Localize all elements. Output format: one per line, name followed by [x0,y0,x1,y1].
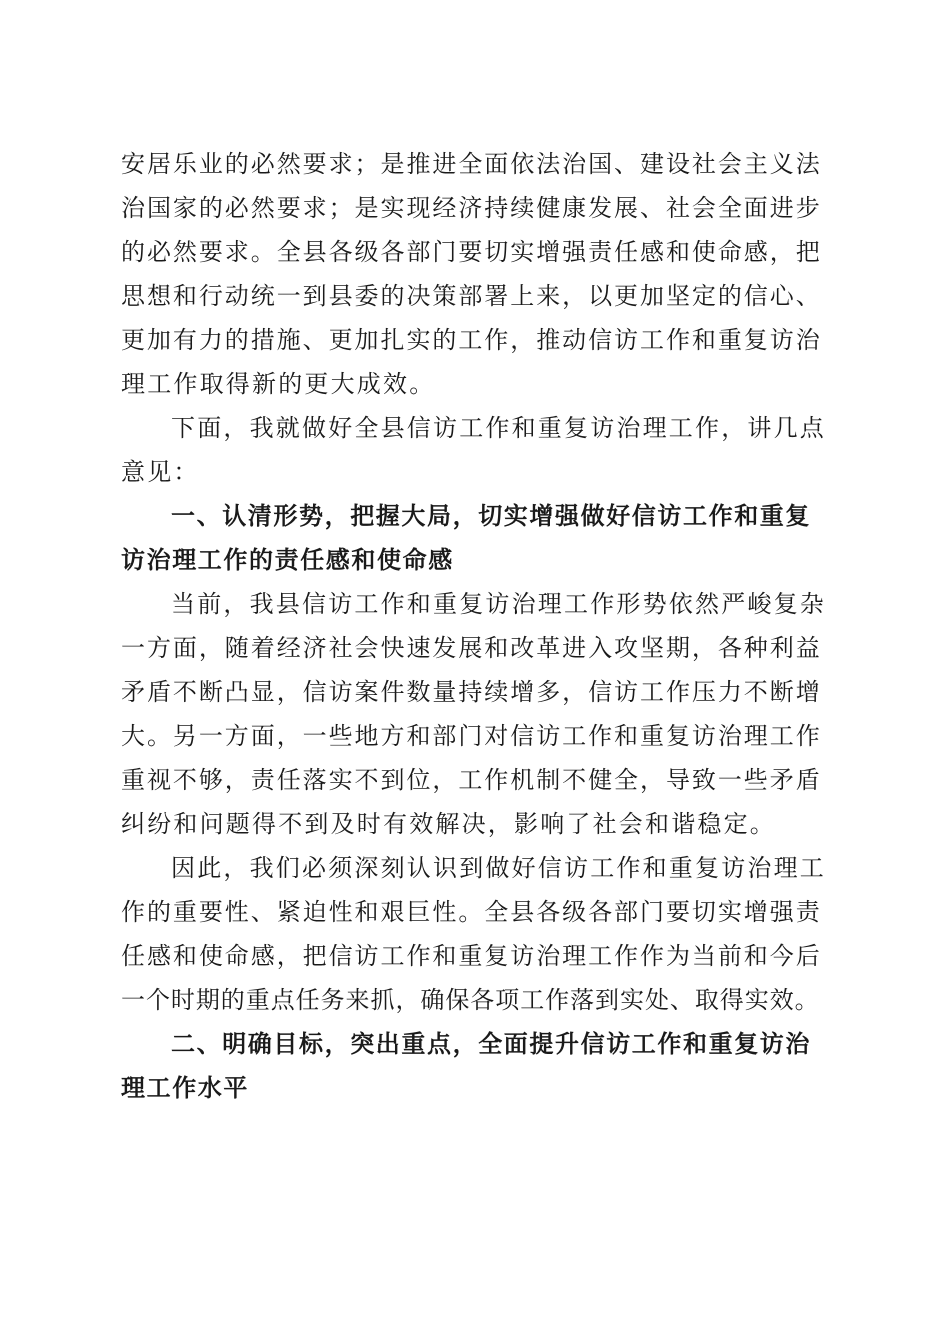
paragraph-continuation [121,142,826,406]
text-line: 重视不够，责任落实不到位，工作机制不健全，导致一些矛盾 [121,766,822,794]
heading-line: 一、认清形势，把握大局，切实增强做好信访工作和重复 [171,502,811,530]
text-line: 意见： [121,458,200,486]
text-line: 思想和行动统一到县委的决策部署上来，以更加坚定的信心、 [121,282,822,310]
heading-line: 理工作水平 [121,1074,249,1102]
text-line: 一方面，随着经济社会快速发展和改革进入攻坚期，各种利益 [121,634,822,662]
text-line: 因此，我们必须深刻认识到做好信访工作和重复访治理工 [171,854,826,882]
section-heading-one [121,494,826,582]
text-line: 下面，我就做好全县信访工作和重复访治理工作，讲几点 [171,414,826,442]
text-line: 大。另一方面，一些地方和部门对信访工作和重复访治理工作 [121,722,822,750]
paragraph-intro [121,406,826,494]
text-line: 的必然要求。全县各级各部门要切实增强责任感和使命感，把 [121,238,822,266]
text-line: 理工作取得新的更大成效。 [121,370,436,398]
text-line: 作的重要性、紧迫性和艰巨性。全县各级各部门要切实增强责 [121,898,822,926]
section-heading-two [121,1022,826,1110]
text-line: 任感和使命感，把信访工作和重复访治理工作作为当前和今后 [121,942,822,970]
paragraph-therefore [121,846,826,1022]
document-body [121,142,826,1110]
paragraph-situation [121,582,826,846]
text-line: 一个时期的重点任务来抓，确保各项工作落到实处、取得实效。 [121,986,820,1014]
heading-line: 二、明确目标，突出重点，全面提升信访工作和重复访治 [171,1030,811,1058]
heading-line: 访治理工作的责任感和使命感 [121,546,454,574]
text-line: 治国家的必然要求；是实现经济持续健康发展、社会全面进步 [121,194,822,222]
text-line: 当前，我县信访工作和重复访治理工作形势依然严峻复杂 [171,590,826,618]
text-line: 更加有力的措施、更加扎实的工作，推动信访工作和重复访治 [121,326,822,354]
text-line: 纠纷和问题得不到及时有效解决，影响了社会和谐稳定。 [121,810,776,838]
text-line: 矛盾不断凸显，信访案件数量持续增多，信访工作压力不断增 [121,678,822,706]
text-line: 安居乐业的必然要求；是推进全面依法治国、建设社会主义法 [121,150,822,178]
